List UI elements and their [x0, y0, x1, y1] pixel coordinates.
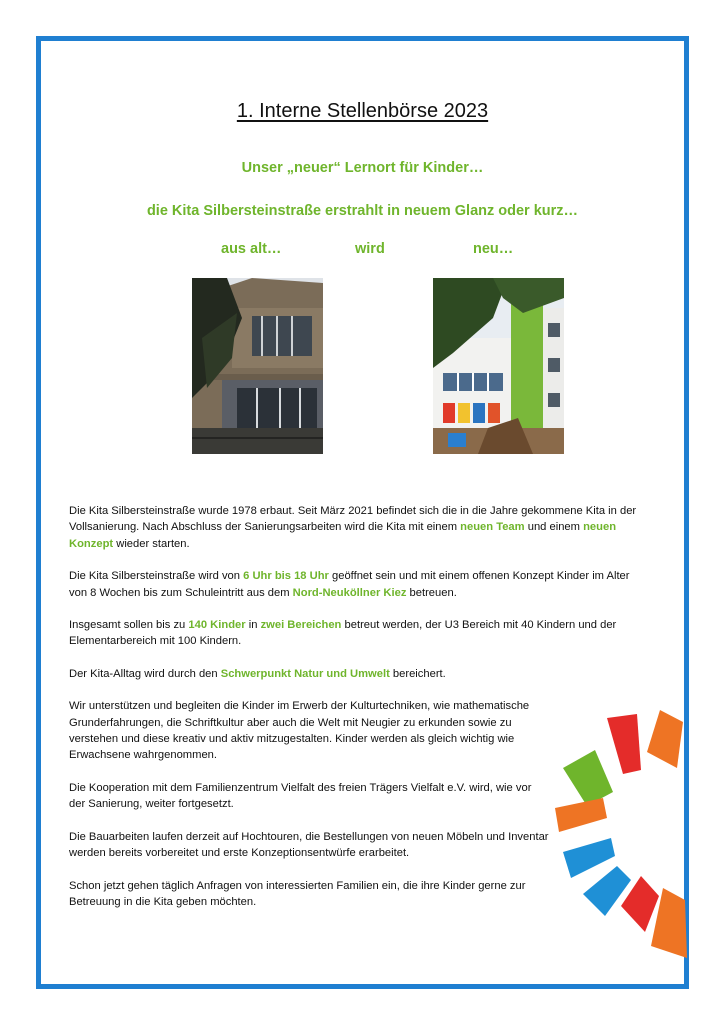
subtitle-kita: die Kita Silbersteinstraße erstrahlt in neuem Glanz oder kurz…: [146, 203, 579, 219]
decorative-sun-rays: [555, 710, 695, 960]
paragraph-hours: [69, 568, 649, 601]
label-becomes: wird: [355, 241, 385, 257]
text-span: und einem: [524, 521, 584, 534]
paragraph-cooperation: Die Kooperation mit dem Familienzentrum Vielfalt des freien Trägers Vielfalt e.V. wird, wie vor der Sanierung, weiter fortgesetzt.: [69, 781, 532, 811]
ray-orange-mid: [555, 798, 607, 832]
highlight-children-count: 140 Kinder: [188, 619, 246, 632]
text-span: Die Kita Silbersteinstraße wurde 1978 erbaut. Seit März 2021 befindet sich die in die Jahre gekommene Kita in der Vollsanierung. Nach Abschluss der Sanierungsarbeiten wird die Kita mit einem: [69, 505, 637, 534]
paragraph-history: [69, 503, 649, 552]
label-new: neu…: [473, 241, 514, 257]
paragraph-inquiries: Schon jetzt gehen täglich Anfragen von interessierten Familien ein, die ihre Kinder gerne zur Betreuung in die Kita geben möchten.: [69, 879, 526, 908]
highlight-two-areas: zwei Bereichen: [260, 619, 342, 632]
paragraph-support: Wir unterstützen und begleiten die Kinder im Erwerb der Kulturtechniken, wie mathematische Grunderfahrungen, die Schriftkultur aber auch die Welt mit Neugier zu erkunden sowie zu verstehen und diese kreativ und aktiv mitzugestalten. Kinder werden als gleich wichtig wie Erwachsene wahrgenommen.: [69, 700, 530, 762]
paragraph-construction: Die Bauarbeiten laufen derzeit auf Hochtouren, die Bestellungen von neuen Möbeln und Inventar werden bereits vorbereitet und erste Konzeptionsentwürfe erarbeitet.: [69, 830, 549, 860]
text-span: geöffnet sein und mit einem offenen Konzept Kinder im Alter von 8 Wochen bis zum Schuleintritt aus dem: [69, 570, 630, 599]
text-span: Der Kita-Alltag wird durch den: [69, 667, 221, 680]
text-span: bereichert.: [389, 667, 446, 680]
label-old: aus alt…: [221, 241, 282, 257]
ray-orange-top: [647, 710, 683, 768]
text-span: Die Kita Silbersteinstraße wird von: [69, 570, 244, 583]
text-span: betreuen.: [406, 586, 457, 599]
photo-new-building: [433, 278, 564, 454]
page-title: 1. Interne Stellenbörse 2023: [236, 100, 489, 122]
highlight-nature-focus: Schwerpunkt Natur und Umwelt: [220, 667, 390, 680]
subtitle-lernort: Unser „neuer“ Lernort für Kinder…: [241, 160, 484, 176]
photo-old-building: [192, 278, 323, 454]
ray-green: [563, 750, 613, 806]
ray-blue-1: [563, 838, 615, 878]
text-span: betreut werden, der U3 Bereich mit 40 Kindern und der Elementarbereich mit 100 Kindern.: [69, 619, 617, 648]
ray-red-top: [607, 714, 641, 774]
highlight-hours: 6 Uhr bis 18 Uhr: [243, 570, 329, 583]
highlight-new-concept: neuen Konzept: [69, 521, 617, 550]
paragraph-focus: [69, 666, 649, 682]
paragraph-capacity: [69, 617, 649, 650]
highlight-new-team: neuen Team: [460, 521, 525, 534]
text-span: in: [245, 619, 261, 632]
highlight-kiez: Nord-Neuköllner Kiez: [292, 586, 407, 599]
text-span: Insgesamt sollen bis zu: [69, 619, 189, 632]
text-span: wieder starten.: [113, 537, 190, 550]
